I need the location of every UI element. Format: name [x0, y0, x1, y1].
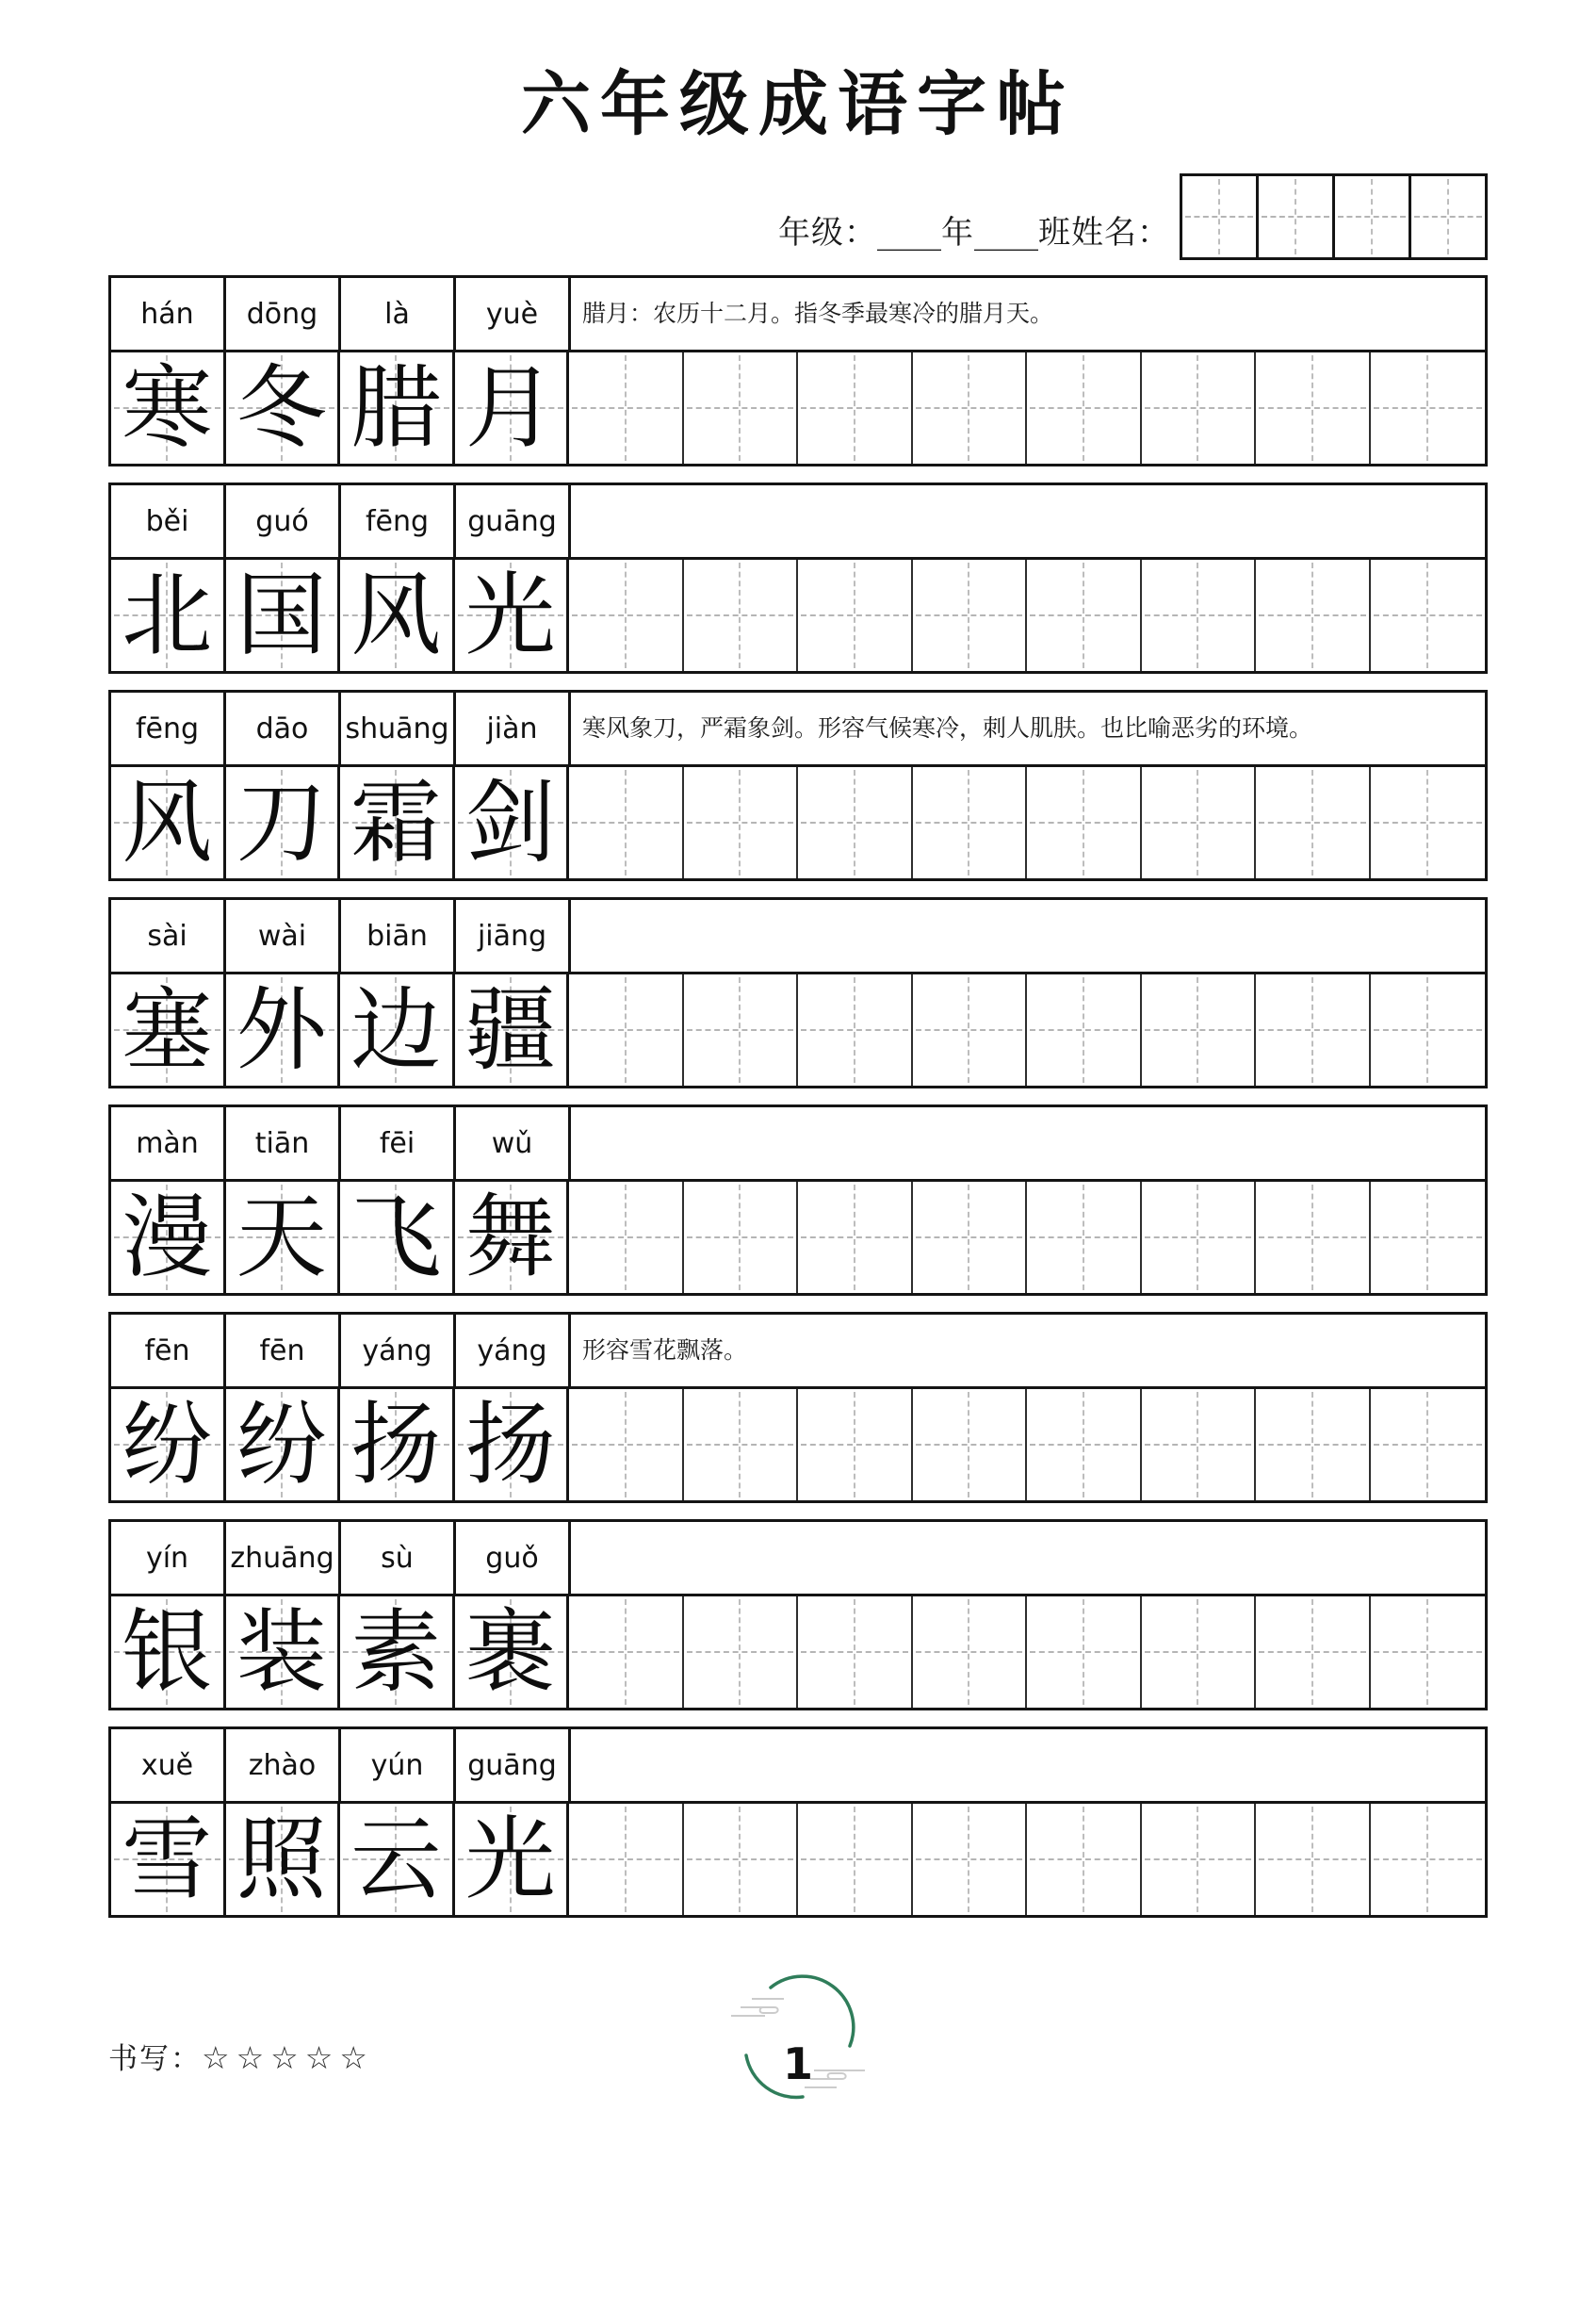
- practice-row: [111, 350, 1485, 464]
- practice-cell: [1256, 560, 1371, 671]
- practice-cell: [684, 560, 799, 671]
- practice-cell: [1371, 352, 1486, 464]
- page-number: 1: [782, 2038, 814, 2089]
- practice-cell: [1256, 1389, 1371, 1500]
- idiom-character: 北: [122, 563, 213, 668]
- pinyin-cell: guó: [226, 485, 341, 557]
- pinyin-cell: jiāng: [456, 900, 571, 972]
- practice-cell: [913, 560, 1028, 671]
- idiom-character: 霜: [350, 770, 442, 875]
- idiom-block: [108, 690, 1488, 881]
- pinyin-cell: fēng: [111, 693, 226, 764]
- pinyin-cell: wài: [226, 900, 341, 972]
- idiom-character: 装: [236, 1599, 327, 1705]
- pinyin-cell: yuè: [456, 278, 571, 350]
- idiom-block: [108, 1104, 1488, 1296]
- pinyin-cell: tiān: [226, 1107, 341, 1179]
- character-cell: [226, 352, 341, 464]
- practice-cell: [569, 560, 684, 671]
- pinyin-cell: fēn: [111, 1315, 226, 1386]
- practice-cell: [1371, 767, 1486, 878]
- idiom-header: [111, 278, 1485, 350]
- practice-cell: [913, 974, 1028, 1086]
- idiom-character: 国: [236, 563, 327, 668]
- idiom-character: 边: [350, 977, 442, 1083]
- practice-cell: [1142, 1182, 1257, 1293]
- practice-cell: [913, 1804, 1028, 1915]
- practice-cell: [1256, 1804, 1371, 1915]
- practice-row: [111, 972, 1485, 1086]
- practice-cell: [1142, 560, 1257, 671]
- practice-cell: [1027, 352, 1142, 464]
- idiom-header: [111, 1522, 1485, 1594]
- character-cell: [111, 1596, 226, 1708]
- idiom-header: [111, 693, 1485, 764]
- character-cell: [340, 1596, 455, 1708]
- pinyin-cell: guǒ: [456, 1522, 571, 1594]
- idiom-definition: [571, 1522, 1485, 1594]
- practice-cell: [684, 1804, 799, 1915]
- idiom-character: 光: [464, 563, 556, 668]
- practice-cell: [913, 1389, 1028, 1500]
- practice-cell: [913, 767, 1028, 878]
- name-grid-cell: [1182, 176, 1259, 257]
- idiom-character: 扬: [350, 1392, 442, 1497]
- idiom-block: [108, 1312, 1488, 1503]
- practice-cell: [798, 352, 913, 464]
- idiom-character: 裹: [464, 1599, 556, 1705]
- practice-cell: [913, 1596, 1028, 1708]
- practice-cell: [569, 352, 684, 464]
- practice-cell: [684, 352, 799, 464]
- grade-label: 年级：: [778, 214, 877, 252]
- grade-name-line: [108, 173, 1488, 260]
- practice-cell: [684, 1596, 799, 1708]
- practice-cell: [1256, 1596, 1371, 1708]
- character-cell: [455, 352, 570, 464]
- idiom-character: 光: [464, 1807, 556, 1912]
- pinyin-cell: là: [341, 278, 456, 350]
- pinyin-cell: fēn: [226, 1315, 341, 1386]
- idiom-character: 雪: [122, 1807, 213, 1912]
- pinyin-cell: biān: [341, 900, 456, 972]
- idiom-header: [111, 1729, 1485, 1801]
- character-cell: [455, 1182, 570, 1293]
- practice-cell: [684, 1389, 799, 1500]
- name-label: 姓名：: [1071, 214, 1170, 252]
- character-cell: [226, 1596, 341, 1708]
- character-cell: [340, 1389, 455, 1500]
- character-cell: [340, 352, 455, 464]
- name-grid-cell: [1259, 176, 1335, 257]
- idiom-header: [111, 1107, 1485, 1179]
- idiom-block: [108, 1519, 1488, 1710]
- practice-cell: [913, 1182, 1028, 1293]
- practice-cell: [798, 767, 913, 878]
- idiom-character: 飞: [350, 1185, 442, 1290]
- idiom-character: 疆: [464, 977, 556, 1083]
- idiom-character: 寒: [122, 355, 213, 461]
- character-cell: [111, 1389, 226, 1500]
- idiom-header: [111, 1315, 1485, 1386]
- idiom-blocks: [108, 275, 1488, 1918]
- character-cell: [111, 974, 226, 1086]
- pinyin-cell: dōng: [226, 278, 341, 350]
- practice-row: [111, 1801, 1485, 1915]
- cloud-scroll-bottom-right: [805, 2070, 865, 2087]
- pinyin-cell: běi: [111, 485, 226, 557]
- character-cell: [226, 1389, 341, 1500]
- pinyin-cell: guāng: [456, 485, 571, 557]
- pinyin-cell: yín: [111, 1522, 226, 1594]
- character-cell: [455, 1804, 570, 1915]
- idiom-character: 舞: [464, 1185, 556, 1290]
- idiom-character: 外: [236, 977, 327, 1083]
- idiom-header: [111, 900, 1485, 972]
- ornament-arc-top: [771, 1976, 854, 2046]
- practice-row: [111, 1386, 1485, 1500]
- practice-cell: [1027, 1389, 1142, 1500]
- idiom-character: 纷: [122, 1392, 213, 1497]
- idiom-definition: 寒风象刀，严霜象剑。形容气候寒冷，刺人肌肤。也比喻恶劣的环境。: [582, 714, 1313, 743]
- practice-cell: [569, 1182, 684, 1293]
- practice-cell: [1142, 1804, 1257, 1915]
- idiom-character: 月: [464, 355, 556, 461]
- writing-rating: [108, 2035, 374, 2077]
- idiom-character: 风: [122, 770, 213, 875]
- idiom-definition: [571, 485, 1485, 557]
- idiom-character: 刀: [236, 770, 327, 875]
- idiom-character: 照: [236, 1807, 327, 1912]
- pinyin-cell: wǔ: [456, 1107, 571, 1179]
- page-title: 六年级成语字帖: [521, 64, 1075, 145]
- page-footer: [108, 2008, 1488, 2253]
- practice-cell: [1027, 1182, 1142, 1293]
- pinyin-cell: yún: [341, 1729, 456, 1801]
- pinyin-cell: màn: [111, 1107, 226, 1179]
- character-cell: [111, 767, 226, 878]
- pinyin-cell: shuāng: [341, 693, 456, 764]
- practice-cell: [798, 1596, 913, 1708]
- pinyin-cell: dāo: [226, 693, 341, 764]
- practice-cell: [798, 974, 913, 1086]
- pinyin-cell: yáng: [456, 1315, 571, 1386]
- idiom-block: [108, 897, 1488, 1088]
- practice-cell: [569, 1389, 684, 1500]
- practice-cell: [1371, 1389, 1486, 1500]
- practice-cell: [1256, 767, 1371, 878]
- practice-cell: [1142, 767, 1257, 878]
- pinyin-cell: zhuāng: [226, 1522, 341, 1594]
- idiom-character: 冬: [236, 355, 327, 461]
- idiom-character: 风: [350, 563, 442, 668]
- practice-cell: [1142, 352, 1257, 464]
- idiom-character: 塞: [122, 977, 213, 1083]
- pinyin-cell: jiàn: [456, 693, 571, 764]
- practice-cell: [1371, 560, 1486, 671]
- character-cell: [226, 767, 341, 878]
- name-grid-cell: [1335, 176, 1411, 257]
- practice-cell: [569, 1596, 684, 1708]
- practice-cell: [569, 1804, 684, 1915]
- character-cell: [226, 560, 341, 671]
- pinyin-cell: fēng: [341, 485, 456, 557]
- practice-cell: [684, 1182, 799, 1293]
- practice-cell: [913, 352, 1028, 464]
- character-cell: [226, 1804, 341, 1915]
- practice-cell: [1371, 1182, 1486, 1293]
- grade-blank: ____: [877, 214, 941, 252]
- practice-cell: [1142, 1596, 1257, 1708]
- character-cell: [111, 352, 226, 464]
- character-cell: [226, 1182, 341, 1293]
- character-cell: [111, 1182, 226, 1293]
- practice-row: [111, 1594, 1485, 1708]
- character-cell: [226, 974, 341, 1086]
- character-cell: [340, 1804, 455, 1915]
- practice-cell: [798, 1804, 913, 1915]
- pinyin-cell: sài: [111, 900, 226, 972]
- practice-cell: [1256, 1182, 1371, 1293]
- character-cell: [340, 1182, 455, 1293]
- pinyin-cell: guāng: [456, 1729, 571, 1801]
- idiom-block: [108, 275, 1488, 466]
- idiom-character: 扬: [464, 1392, 556, 1497]
- practice-cell: [1027, 1596, 1142, 1708]
- year-label: 年: [941, 214, 974, 252]
- practice-cell: [1027, 1804, 1142, 1915]
- practice-row: [111, 1179, 1485, 1293]
- idiom-header: [111, 485, 1485, 557]
- idiom-definition: [571, 1107, 1485, 1179]
- cloud-scroll-top-left: [731, 1999, 784, 2016]
- name-grid-cell: [1411, 176, 1485, 257]
- practice-cell: [1256, 352, 1371, 464]
- idiom-character: 腊: [350, 355, 442, 461]
- practice-cell: [1371, 1596, 1486, 1708]
- character-cell: [455, 767, 570, 878]
- character-cell: [455, 1596, 570, 1708]
- character-cell: [340, 560, 455, 671]
- practice-row: [111, 557, 1485, 671]
- practice-cell: [684, 974, 799, 1086]
- character-cell: [111, 560, 226, 671]
- practice-cell: [1142, 974, 1257, 1086]
- idiom-character: 银: [122, 1599, 213, 1705]
- practice-cell: [798, 1389, 913, 1500]
- idiom-definition: 腊月：农历十二月。指冬季最寒冷的腊月天。: [582, 300, 1054, 328]
- class-label: 班: [1038, 214, 1071, 252]
- practice-cell: [1027, 767, 1142, 878]
- idiom-block: [108, 483, 1488, 674]
- idiom-character: 纷: [236, 1392, 327, 1497]
- character-cell: [111, 1804, 226, 1915]
- grade-name-text: [778, 206, 1170, 260]
- practice-cell: [1371, 974, 1486, 1086]
- practice-cell: [798, 1182, 913, 1293]
- pinyin-cell: fēi: [341, 1107, 456, 1179]
- idiom-character: 漫: [122, 1185, 213, 1290]
- pinyin-cell: hán: [111, 278, 226, 350]
- character-cell: [455, 974, 570, 1086]
- idiom-character: 剑: [464, 770, 556, 875]
- idiom-definition: [571, 1729, 1485, 1801]
- pinyin-cell: yáng: [341, 1315, 456, 1386]
- practice-cell: [1256, 974, 1371, 1086]
- character-cell: [455, 560, 570, 671]
- practice-cell: [569, 767, 684, 878]
- practice-cell: [684, 767, 799, 878]
- practice-cell: [798, 560, 913, 671]
- practice-cell: [1027, 974, 1142, 1086]
- character-cell: [340, 974, 455, 1086]
- idiom-character: 天: [236, 1185, 327, 1290]
- practice-cell: [1142, 1389, 1257, 1500]
- idiom-block: [108, 1726, 1488, 1918]
- pinyin-cell: zhào: [226, 1729, 341, 1801]
- idiom-definition: [571, 900, 1485, 972]
- writing-label: 书写：: [108, 2042, 202, 2076]
- character-cell: [340, 767, 455, 878]
- name-grid: [1180, 173, 1488, 260]
- idiom-character: 素: [350, 1599, 442, 1705]
- idiom-character: 云: [350, 1807, 442, 1912]
- pinyin-cell: xuě: [111, 1729, 226, 1801]
- pinyin-cell: sù: [341, 1522, 456, 1594]
- practice-cell: [569, 974, 684, 1086]
- class-blank: ____: [974, 214, 1038, 252]
- practice-cell: [1027, 560, 1142, 671]
- character-cell: [455, 1389, 570, 1500]
- rating-stars: ☆☆☆☆☆: [202, 2039, 374, 2076]
- practice-row: [111, 764, 1485, 878]
- idiom-definition: 形容雪花飘落。: [582, 1336, 748, 1365]
- practice-cell: [1371, 1804, 1486, 1915]
